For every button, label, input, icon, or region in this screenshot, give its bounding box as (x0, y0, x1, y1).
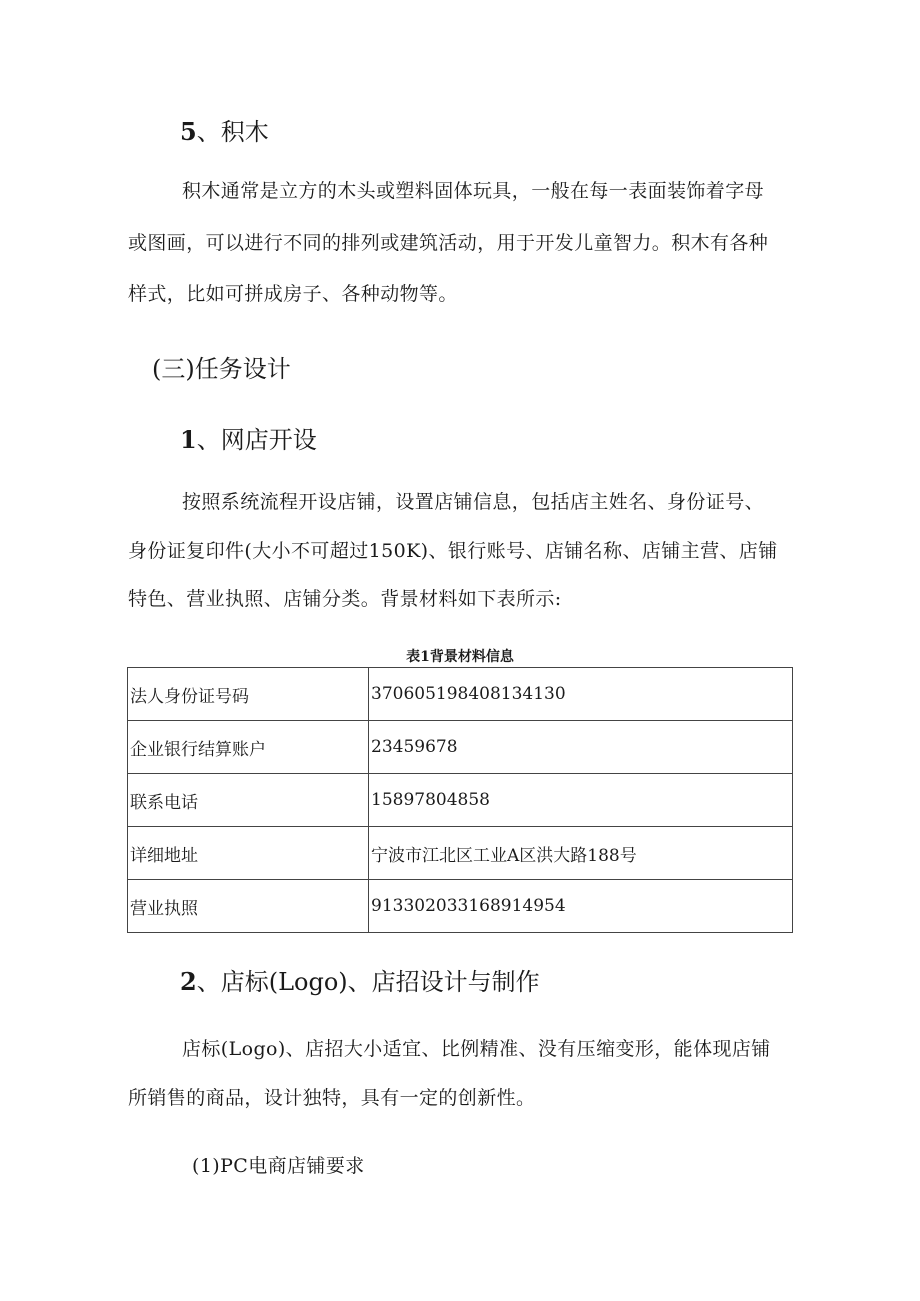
table-row (128, 668, 793, 721)
paragraph-line: 按照系统流程开设店铺，设置店铺信息，包括店主姓名、身份证号、 (182, 491, 765, 513)
paragraph-line: 或图画，可以进行不同的排列或建筑活动，用于开发儿童智力。积木有各种 (128, 232, 769, 254)
paragraph-line: 特色、营业执照、店铺分类。背景材料如下表所示: (128, 588, 562, 610)
table-cell-key: 详细地址 (128, 827, 369, 880)
table-row (128, 774, 793, 827)
heading-title: 网店开设 (220, 426, 317, 454)
sub-item-pc-shop-requirements: (1)PC电商店铺要求 (192, 1155, 365, 1177)
table-cell-key: 联系电话 (128, 774, 369, 827)
table-cell-value: 913302033168914954 (369, 880, 793, 933)
table-cell-key: 法人身份证号码 (128, 668, 369, 721)
table-row (128, 721, 793, 774)
table-cell-key: 企业银行结算账户 (128, 721, 369, 774)
table-row (128, 880, 793, 933)
table-cell-key: 营业执照 (128, 880, 369, 933)
heading-separator: 、 (196, 426, 221, 454)
heading-number: 5 (180, 117, 197, 146)
heading-title: 、店标(Logo)、店招设计与制作 (196, 968, 540, 996)
table-cell-value: 宁波市江北区工业A区洪大路188号 (369, 827, 793, 880)
paragraph-line: 积木通常是立方的木头或塑料固体玩具，一般在每一表面装饰着字母 (182, 180, 765, 202)
heading-title: 积木 (220, 118, 269, 146)
background-info-table (127, 667, 793, 933)
paragraph-line: 店标(Logo)、店招大小适宜、比例精准、没有压缩变形，能体现店铺 (182, 1038, 771, 1060)
section-heading-shop-open (180, 425, 317, 454)
table-cell-value: 23459678 (369, 721, 793, 774)
section-heading-task-design: (三)任务设计 (152, 355, 291, 383)
table-cell-value: 15897804858 (369, 774, 793, 827)
heading-number: 2 (180, 967, 197, 996)
table-row (128, 827, 793, 880)
heading-number: 1 (180, 425, 197, 454)
table-cell-value: 370605198408134130 (369, 668, 793, 721)
heading-separator: 、 (196, 118, 221, 146)
paragraph-line: 所销售的商品，设计独特，具有一定的创新性。 (128, 1087, 536, 1109)
table-caption: 表1背景材料信息 (406, 649, 514, 665)
section-heading-logo-design (180, 967, 540, 996)
paragraph-line: 身份证复印件(大小不可超过150K)、银行账号、店铺名称、店铺主营、店铺 (128, 540, 778, 562)
section-heading-blocks (180, 117, 269, 146)
paragraph-line: 样式，比如可拼成房子、各种动物等。 (128, 283, 458, 305)
